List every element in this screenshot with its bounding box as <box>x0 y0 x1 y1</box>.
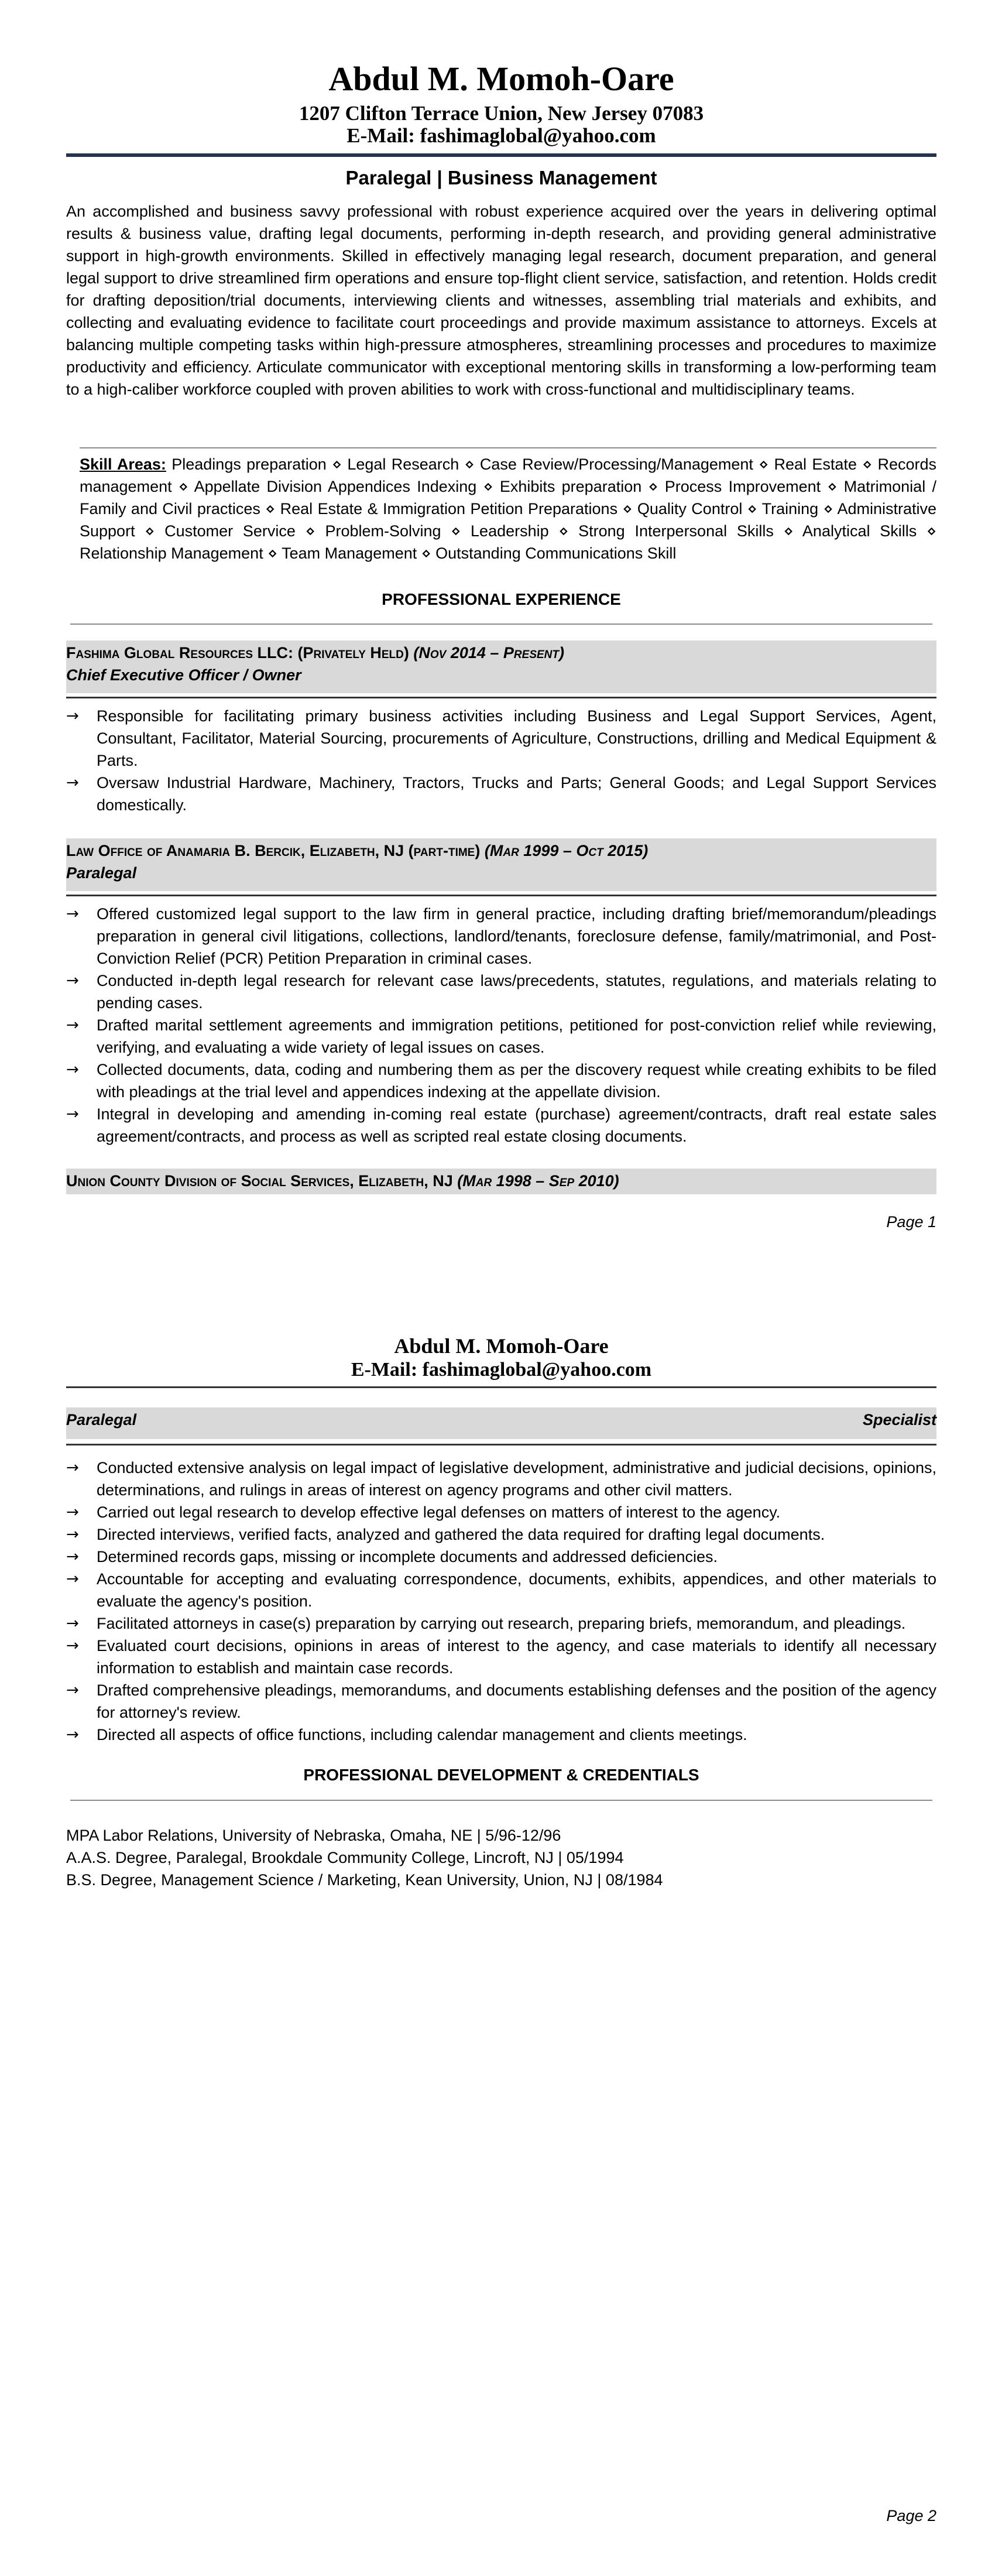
list-item <box>66 1059 936 1103</box>
bullet-text: Evaluated court decisions, opinions in areas of interest to the agency, and case materials to identify all necessary information to establish and maintain case records. <box>97 1637 936 1677</box>
email: E-Mail: fashimaglobal@yahoo.com <box>346 124 656 147</box>
job-bullets-law-office <box>66 903 936 1147</box>
list-item <box>66 970 936 1014</box>
job-role: Paralegal <box>66 864 137 882</box>
list-item <box>66 1014 936 1059</box>
arrow-icon: → <box>66 1016 79 1034</box>
job-rule <box>66 1444 936 1445</box>
employer-text: Law Office of Anamaria B. Bercik, Elizabeth, NJ (part-time) <box>66 842 481 859</box>
list-item <box>66 1568 936 1612</box>
employer-name <box>66 840 936 862</box>
job-header-fashima <box>66 640 936 693</box>
employment-dates: (Mar 1998 – Sep 2010) <box>457 1172 619 1190</box>
list-item <box>66 1523 936 1546</box>
arrow-icon: → <box>66 1459 79 1477</box>
arrow-icon: → <box>66 1503 79 1521</box>
summary-paragraph: An accomplished and business savvy professional with robust experience acquired over the years in delivering optimal results & business value, drafting legal documents, performing in-depth research, and providing general administrative support in high-growth environments. Skilled in effectively managing legal research, document preparation, and general legal support to drive streamlined firm operations and ensure top-flight client service, satisfaction, and retention. Holds credit for drafting deposition/trial documents, interviewing clients and witnesses, assembling trial materials and exhibits, and collecting and evaluating evidence to facilitate court proceedings and provide maximum assistance to attorneys. Excels at balancing multiple competing tasks within high-pressure atmospheres, streamlining processes and procedures to maximize productivity and efficiency. Articulate communicator with exceptional mentoring skills in transforming a low-performing team to a high-caliber workforce coupled with proven abilities to work with cross-functional and multidisciplinary teams. <box>66 203 936 398</box>
list-item <box>66 1546 936 1568</box>
education-item: A.A.S. Degree, Paralegal, Brookdale Community College, Lincroft, NJ | 05/1994 <box>66 1849 624 1866</box>
bullet-text: Directed all aspects of office functions, including calendar management and clients meetings. <box>97 1726 747 1743</box>
bullet-text: Drafted comprehensive pleadings, memorandums, and documents establishing defenses and the position of the agency for attorney's review. <box>97 1681 936 1721</box>
bullet-text: Responsible for facilitating primary business activities including Business and Legal Support Services, Agent, Consultant, Facilitator, Material Sourcing, procurements of Agriculture, Constructions, drilling and Medical Equipment & Parts. <box>97 707 936 769</box>
bullet-text: Offered customized legal support to the law firm in general practice, including drafting brief/memorandum/pleadings preparation in general civil litigations, collections, landlord/tenants, foreclosure defense, family/matrimonial, and Post-Conviction Relief (PCR) Petition Preparation in criminal cases. <box>97 905 936 967</box>
education-item: B.S. Degree, Management Science / Marketing, Kean University, Union, NJ | 08/1984 <box>66 1871 663 1889</box>
arrow-icon: → <box>66 1061 79 1078</box>
credentials-rule <box>70 1800 932 1801</box>
list-item <box>66 1679 936 1724</box>
arrow-icon: → <box>66 1615 79 1632</box>
job-bullets-fashima <box>66 705 936 816</box>
skills-rule <box>80 447 936 448</box>
list-item <box>66 1103 936 1147</box>
bullet-text: Conducted extensive analysis on legal impact of legislative development, administrative and judicial decisions, opinions, determinations, and rulings in areas of interest on agency programs and other civil matters. <box>97 1459 936 1499</box>
arrow-icon: → <box>66 774 79 792</box>
bullet-text: Determined records gaps, missing or incomplete documents and addressed deficiencies. <box>97 1548 718 1566</box>
list-item <box>66 772 936 816</box>
job-role-suffix: Specialist <box>862 1411 936 1429</box>
resume-name: Abdul M. Momoh-Oare <box>328 60 674 98</box>
skill-areas <box>80 453 936 564</box>
page2-header-rule <box>66 1386 936 1388</box>
arrow-icon: → <box>66 1681 79 1699</box>
job-role: Chief Executive Officer / Owner <box>66 666 301 684</box>
bullet-text: Conducted in-depth legal research for relevant case laws/precedents, statutes, regulations, and materials relating to pending cases. <box>97 972 936 1012</box>
bullet-text: Drafted marital settlement agreements and immigration petitions, petitioned for post-conviction relief while reviewing, verifying, and evaluating a wide variety of legal issues on cases. <box>97 1016 936 1056</box>
list-item <box>66 1612 936 1635</box>
job-role-bar-union-county <box>66 1407 936 1439</box>
header-rule <box>66 153 936 157</box>
bullet-text: Facilitated attorneys in case(s) preparation by carrying out research, preparing briefs, memorandum, and pleadings. <box>97 1615 906 1632</box>
experience-title: PROFESSIONAL EXPERIENCE <box>382 590 621 608</box>
address: 1207 Clifton Terrace Union, New Jersey 07083 <box>298 102 704 125</box>
job-role: Paralegal <box>66 1411 137 1429</box>
arrow-icon: → <box>66 1526 79 1543</box>
job-rule <box>66 697 936 698</box>
arrow-icon: → <box>66 1726 79 1743</box>
arrow-icon: → <box>66 905 79 923</box>
employment-dates: (Nov 2014 – Present) <box>413 644 564 662</box>
arrow-icon: → <box>66 707 79 725</box>
arrow-icon: → <box>66 1105 79 1123</box>
education-item: MPA Labor Relations, University of Nebraska, Omaha, NE | 5/96-12/96 <box>66 1827 561 1844</box>
employer-text: Fashima Global Resources LLC: (Privately Held) <box>66 644 409 662</box>
bullet-text: Directed interviews, verified facts, analyzed and gathered the data required for drafting legal documents. <box>97 1526 825 1543</box>
employment-dates: (Mar 1999 – Oct 2015) <box>484 842 649 859</box>
experience-rule <box>70 624 932 625</box>
employer-name <box>66 1170 936 1192</box>
headline: Paralegal | Business Management <box>345 167 657 189</box>
education-list <box>66 1824 936 1891</box>
job-header-law-office <box>66 838 936 891</box>
page-number: Page 1 <box>886 1213 936 1231</box>
bullet-text: Oversaw Industrial Hardware, Machinery, Tractors, Trucks and Parts; General Goods; and Legal Support Services domestically. <box>97 774 936 814</box>
bullet-text: Integral in developing and amending in-coming real estate (purchase) agreement/contracts, draft real estate sales agreement/contracts, and process as well as scripted real estate closing documents. <box>97 1105 936 1145</box>
list-item <box>66 903 936 970</box>
list-item <box>66 1635 936 1679</box>
bullet-text: Collected documents, data, coding and numbering them as per the discovery request while creating exhibits to be filed with pleadings at the trial level and appendices indexing at the appellate division. <box>97 1061 936 1101</box>
arrow-icon: → <box>66 972 79 989</box>
arrow-icon: → <box>66 1548 79 1566</box>
page-number: Page 2 <box>886 2507 936 2524</box>
employer-text: Union County Division of Social Services, Elizabeth, NJ <box>66 1172 453 1190</box>
job-header-union-county <box>66 1169 936 1194</box>
page2-email: E-Mail: fashimaglobal@yahoo.com <box>351 1359 652 1381</box>
bullet-text: Carried out legal research to develop effective legal defenses on matters of interest to the agency. <box>97 1503 781 1521</box>
skill-areas-list: Pleadings preparation ⋄ Legal Research ⋄ Case Review/Processing/Management ⋄ Real Estate ⋄ Records management ⋄ Appellate Division Appendices Indexing ⋄ Exhibits preparation ⋄ Process Improvement ⋄ Matrimonial / Family and Civil practices ⋄ Real Estate & Immigration Petition Preparations ⋄ Quality Control ⋄ Training ⋄ Administrative Support ⋄ Customer Service ⋄ Problem-Solving ⋄ Leadership ⋄ Strong Interpersonal Skills ⋄ Analytical Skills ⋄ Relationship Management ⋄ Team Management ⋄ Outstanding Communications Skill <box>80 455 936 562</box>
skill-areas-label: Skill Areas: <box>80 455 166 473</box>
arrow-icon: → <box>66 1637 79 1654</box>
arrow-icon: → <box>66 1570 79 1588</box>
credentials-title: PROFESSIONAL DEVELOPMENT & CREDENTIALS <box>303 1766 699 1784</box>
list-item <box>66 705 936 772</box>
employer-name <box>66 642 936 664</box>
list-item <box>66 1457 936 1501</box>
page2-name: Abdul M. Momoh-Oare <box>394 1334 609 1358</box>
job-bullets-union-county <box>66 1457 936 1746</box>
job-rule <box>66 895 936 896</box>
list-item <box>66 1724 936 1746</box>
bullet-text: Accountable for accepting and evaluating correspondence, documents, exhibits, appendices, and other materials to evaluate the agency's position. <box>97 1570 936 1610</box>
list-item <box>66 1501 936 1523</box>
